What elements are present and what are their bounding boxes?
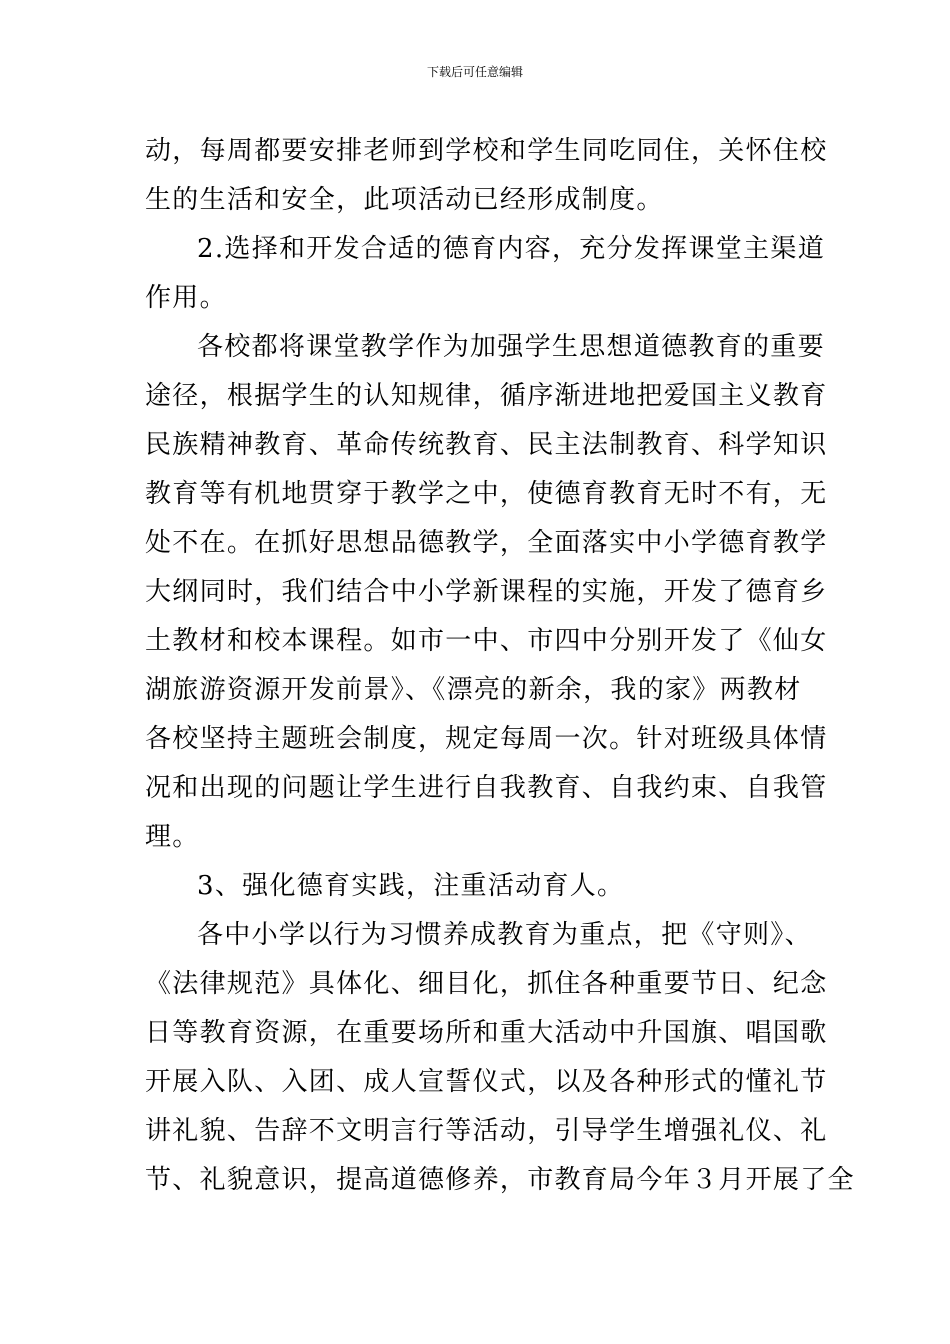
text-line: 土教材和校本课程。如市一中、市四中分别开发了《仙女 [145, 626, 828, 656]
text-line: 各校都将课堂教学作为加强学生思想道德教育的重要 [197, 332, 825, 362]
text-line: 生的生活和安全，此项活动已经形成制度。 [145, 185, 664, 215]
page-header: 下载后可任意编辑 [426, 65, 523, 79]
text-line: 况和出现的问题让学生进行自我教育、自我约束、自我管 [145, 773, 828, 803]
text-line: 教育等有机地贯穿于教学之中，使德育教育无时不有，无 [145, 479, 828, 509]
text-line: 《法律规范》具体化、细目化，抓住各种重要节日、纪念 [145, 969, 828, 999]
text-line: 3、强化德育实践，注重活动育人。 [197, 871, 625, 901]
text-line: 各中小学以行为习惯养成教育为重点，把《守则》、 [197, 920, 812, 950]
document-body [145, 127, 855, 1205]
text-line: 2.选择和开发合适的德育内容，充分发挥课堂主渠道 [197, 234, 826, 264]
text-line: 大纲同时，我们结合中小学新课程的实施，开发了德育乡 [145, 577, 828, 607]
text-line: 节、礼貌意识，提高道德修养，市教育局今年３月开展了全 [145, 1165, 855, 1195]
text-line: 民族精神教育、革命传统教育、民主法制教育、科学知识 [145, 430, 828, 460]
text-line: 开展入队、入团、成人宣誓仪式，以及各种形式的懂礼节 [145, 1067, 828, 1097]
text-line: 途径，根据学生的认知规律，循序渐进地把爱国主义教育 [145, 381, 828, 411]
text-line: 动，每周都要安排老师到学校和学生同吃同住，关怀住校 [145, 136, 828, 166]
text-line: 讲礼貌、告辞不文明言行等活动，引导学生增强礼仪、礼 [145, 1116, 828, 1146]
text-line: 作用。 [145, 283, 227, 313]
text-line: 理。 [145, 822, 200, 852]
text-line: 湖旅游资源开发前景》、《漂亮的新余，我的家》两教材 [145, 675, 802, 705]
text-line: 处不在。在抓好思想品德教学，全面落实中小学德育教学 [145, 528, 828, 558]
text-line: 日等教育资源，在重要场所和重大活动中升国旗、唱国歌 [145, 1018, 828, 1048]
text-line: 各校坚持主题班会制度，规定每周一次。针对班级具体情 [145, 724, 828, 754]
